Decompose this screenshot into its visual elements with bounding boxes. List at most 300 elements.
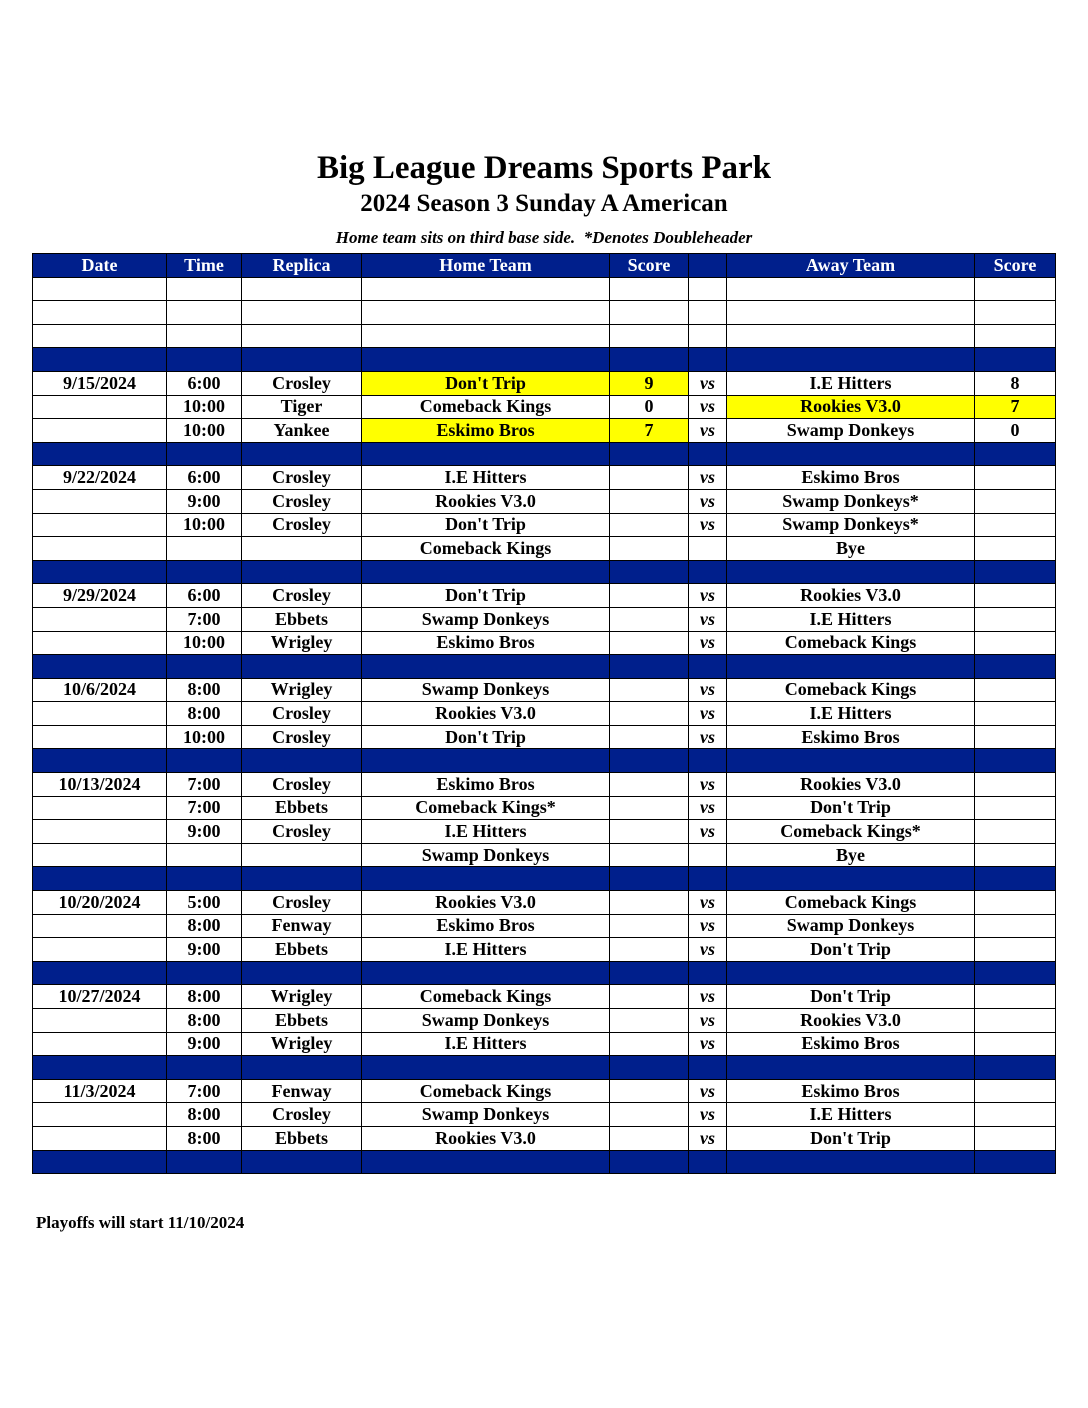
home-team-cell [362, 348, 610, 372]
replica-cell: Crosley [242, 584, 362, 608]
home-team-cell: Don't Trip [362, 513, 610, 537]
home-team-cell: I.E Hitters [362, 1032, 610, 1056]
home-score-cell [610, 584, 689, 608]
home-score-cell [610, 513, 689, 537]
time-cell: 9:00 [167, 489, 242, 513]
date-cell [33, 961, 167, 985]
game-row [33, 820, 1056, 844]
game-row [33, 678, 1056, 702]
away-team-cell: Eskimo Bros [727, 1032, 975, 1056]
vs-cell: vs [689, 489, 727, 513]
date-cell [33, 513, 167, 537]
replica-cell [242, 749, 362, 773]
vs-cell: vs [689, 1126, 727, 1150]
replica-cell: Crosley [242, 773, 362, 797]
col-header-home-team: Home Team [362, 254, 610, 278]
time-cell [167, 348, 242, 372]
schedule-note: Home team sits on third base side. *Denotes Doubleheader [335, 228, 753, 247]
time-cell [167, 1150, 242, 1174]
time-cell [167, 655, 242, 679]
away-team-cell: Rookies V3.0 [727, 773, 975, 797]
col-header-date: Date [33, 254, 167, 278]
home-score-cell [610, 914, 689, 938]
home-team-cell [362, 324, 610, 348]
away-team-cell: Eskimo Bros [727, 1079, 975, 1103]
replica-cell [242, 560, 362, 584]
game-row [33, 914, 1056, 938]
time-cell: 7:00 [167, 1079, 242, 1103]
replica-cell: Crosley [242, 820, 362, 844]
away-team-cell: I.E Hitters [727, 1103, 975, 1127]
separator-row [33, 560, 1056, 584]
home-score-cell [610, 773, 689, 797]
time-cell [167, 749, 242, 773]
home-score-cell [610, 796, 689, 820]
date-cell [33, 395, 167, 419]
home-score-cell [610, 655, 689, 679]
separator-row [33, 867, 1056, 891]
date-cell [33, 1056, 167, 1080]
home-score-cell [610, 607, 689, 631]
vs-cell: vs [689, 584, 727, 608]
time-cell: 8:00 [167, 702, 242, 726]
replica-cell [242, 324, 362, 348]
date-cell [33, 1009, 167, 1033]
replica-cell [242, 1056, 362, 1080]
away-score-cell [975, 1150, 1056, 1174]
game-row [33, 938, 1056, 962]
vs-cell: vs [689, 725, 727, 749]
vs-cell: vs [689, 1103, 727, 1127]
time-cell: 8:00 [167, 678, 242, 702]
vs-cell [689, 749, 727, 773]
vs-cell: vs [689, 466, 727, 490]
game-row [33, 985, 1056, 1009]
schedule-body [33, 277, 1056, 1174]
replica-cell: Fenway [242, 1079, 362, 1103]
home-score-cell [610, 348, 689, 372]
away-team-cell: Swamp Donkeys [727, 914, 975, 938]
away-team-cell: Don't Trip [727, 796, 975, 820]
vs-cell: vs [689, 985, 727, 1009]
away-score-cell [975, 584, 1056, 608]
home-team-cell: Swamp Donkeys [362, 1009, 610, 1033]
away-score-cell [975, 773, 1056, 797]
playoffs-note: Playoffs will start 11/10/2024 [36, 1213, 245, 1232]
blank-row [33, 301, 1056, 325]
game-row [33, 631, 1056, 655]
home-team-cell: I.E Hitters [362, 938, 610, 962]
away-team-cell [727, 277, 975, 301]
vs-cell [689, 348, 727, 372]
time-cell [167, 843, 242, 867]
away-team-cell [727, 348, 975, 372]
away-team-cell: Rookies V3.0 [727, 395, 975, 419]
home-team-cell: Comeback Kings [362, 1079, 610, 1103]
col-header-time: Time [167, 254, 242, 278]
away-score-cell [975, 820, 1056, 844]
home-score-cell [610, 301, 689, 325]
date-cell [33, 867, 167, 891]
vs-cell: vs [689, 702, 727, 726]
home-team-cell: Eskimo Bros [362, 773, 610, 797]
away-team-cell: Comeback Kings [727, 678, 975, 702]
date-cell [33, 1103, 167, 1127]
game-row [33, 395, 1056, 419]
game-row [33, 702, 1056, 726]
date-cell [33, 749, 167, 773]
game-row [33, 371, 1056, 395]
away-score-cell [975, 796, 1056, 820]
blank-row [33, 324, 1056, 348]
replica-cell: Yankee [242, 419, 362, 443]
vs-cell [689, 560, 727, 584]
vs-cell [689, 655, 727, 679]
vs-cell: vs [689, 631, 727, 655]
game-row [33, 513, 1056, 537]
away-score-cell [975, 867, 1056, 891]
home-team-cell: Swamp Donkeys [362, 843, 610, 867]
date-cell: 11/3/2024 [33, 1079, 167, 1103]
game-row [33, 537, 1056, 561]
separator-row [33, 1150, 1056, 1174]
date-cell [33, 1150, 167, 1174]
home-team-cell: Rookies V3.0 [362, 1126, 610, 1150]
home-team-cell [362, 442, 610, 466]
vs-cell: vs [689, 1079, 727, 1103]
separator-row [33, 442, 1056, 466]
away-score-cell [975, 1079, 1056, 1103]
game-row [33, 1126, 1056, 1150]
vs-cell: vs [689, 914, 727, 938]
vs-cell [689, 961, 727, 985]
home-score-cell [610, 961, 689, 985]
home-team-cell: Swamp Donkeys [362, 678, 610, 702]
replica-cell [242, 655, 362, 679]
away-score-cell [975, 277, 1056, 301]
home-team-cell: Comeback Kings* [362, 796, 610, 820]
away-score-cell [975, 678, 1056, 702]
date-cell [33, 442, 167, 466]
time-cell: 10:00 [167, 513, 242, 537]
vs-cell: vs [689, 820, 727, 844]
home-team-cell: Eskimo Bros [362, 419, 610, 443]
date-cell [33, 301, 167, 325]
home-score-cell [610, 1056, 689, 1080]
away-team-cell: Rookies V3.0 [727, 584, 975, 608]
replica-cell [242, 348, 362, 372]
away-score-cell [975, 513, 1056, 537]
away-team-cell: Eskimo Bros [727, 725, 975, 749]
replica-cell [242, 301, 362, 325]
schedule-table [32, 253, 1056, 1174]
replica-cell: Crosley [242, 466, 362, 490]
home-team-cell [362, 1150, 610, 1174]
game-row [33, 1009, 1056, 1033]
date-cell [33, 796, 167, 820]
replica-cell: Fenway [242, 914, 362, 938]
home-score-cell [610, 1032, 689, 1056]
home-score-cell [610, 867, 689, 891]
replica-cell [242, 843, 362, 867]
away-team-cell: Swamp Donkeys* [727, 513, 975, 537]
away-score-cell [975, 466, 1056, 490]
away-team-cell: Comeback Kings* [727, 820, 975, 844]
home-score-cell [610, 749, 689, 773]
vs-cell [689, 843, 727, 867]
away-team-cell: Eskimo Bros [727, 466, 975, 490]
time-cell: 8:00 [167, 1103, 242, 1127]
vs-cell: vs [689, 419, 727, 443]
replica-cell: Crosley [242, 489, 362, 513]
date-cell [33, 938, 167, 962]
away-score-cell [975, 843, 1056, 867]
replica-cell: Crosley [242, 725, 362, 749]
home-score-cell [610, 442, 689, 466]
header-row [33, 254, 1056, 278]
col-header-away-score: Score [975, 254, 1056, 278]
time-cell: 9:00 [167, 938, 242, 962]
game-row [33, 796, 1056, 820]
away-team-cell: Don't Trip [727, 1126, 975, 1150]
home-score-cell [610, 489, 689, 513]
replica-cell: Crosley [242, 891, 362, 915]
replica-cell: Wrigley [242, 678, 362, 702]
away-team-cell [727, 301, 975, 325]
game-row [33, 843, 1056, 867]
date-cell [33, 631, 167, 655]
replica-cell: Crosley [242, 371, 362, 395]
away-score-cell [975, 749, 1056, 773]
vs-cell [689, 277, 727, 301]
separator-row [33, 348, 1056, 372]
time-cell: 5:00 [167, 891, 242, 915]
time-cell: 6:00 [167, 466, 242, 490]
date-cell [33, 1032, 167, 1056]
home-score-cell [610, 1150, 689, 1174]
home-score-cell: 0 [610, 395, 689, 419]
time-cell: 10:00 [167, 419, 242, 443]
time-cell: 10:00 [167, 725, 242, 749]
home-score-cell [610, 891, 689, 915]
date-cell: 10/20/2024 [33, 891, 167, 915]
date-cell: 9/15/2024 [33, 371, 167, 395]
replica-cell [242, 961, 362, 985]
home-team-cell [362, 560, 610, 584]
away-team-cell: Don't Trip [727, 938, 975, 962]
home-score-cell [610, 1009, 689, 1033]
date-cell: 10/27/2024 [33, 985, 167, 1009]
away-score-cell [975, 1056, 1056, 1080]
date-cell [33, 324, 167, 348]
replica-cell: Crosley [242, 1103, 362, 1127]
away-team-cell [727, 1150, 975, 1174]
home-team-cell: I.E Hitters [362, 466, 610, 490]
home-team-cell: I.E Hitters [362, 820, 610, 844]
page-title: Big League Dreams Sports Park [316, 150, 772, 186]
game-row [33, 773, 1056, 797]
game-row [33, 1032, 1056, 1056]
date-cell [33, 607, 167, 631]
game-row [33, 725, 1056, 749]
replica-cell: Wrigley [242, 631, 362, 655]
time-cell [167, 324, 242, 348]
home-score-cell [610, 1103, 689, 1127]
time-cell: 7:00 [167, 796, 242, 820]
col-header-replica: Replica [242, 254, 362, 278]
date-cell [33, 655, 167, 679]
vs-cell [689, 442, 727, 466]
away-score-cell: 8 [975, 371, 1056, 395]
col-header-vs [689, 254, 727, 278]
away-score-cell [975, 938, 1056, 962]
time-cell: 10:00 [167, 631, 242, 655]
time-cell: 8:00 [167, 1126, 242, 1150]
date-cell [33, 914, 167, 938]
home-team-cell: Don't Trip [362, 584, 610, 608]
away-team-cell [727, 867, 975, 891]
col-header-away-team: Away Team [727, 254, 975, 278]
date-cell: 10/6/2024 [33, 678, 167, 702]
away-score-cell [975, 914, 1056, 938]
home-score-cell [610, 820, 689, 844]
date-cell [33, 277, 167, 301]
date-cell: 9/29/2024 [33, 584, 167, 608]
replica-cell [242, 277, 362, 301]
away-team-cell [727, 1056, 975, 1080]
away-team-cell: Swamp Donkeys [727, 419, 975, 443]
away-score-cell [975, 442, 1056, 466]
away-score-cell [975, 560, 1056, 584]
col-header-home-score: Score [610, 254, 689, 278]
home-score-cell: 7 [610, 419, 689, 443]
time-cell [167, 867, 242, 891]
replica-cell [242, 442, 362, 466]
home-team-cell: Swamp Donkeys [362, 607, 610, 631]
time-cell [167, 277, 242, 301]
away-team-cell [727, 655, 975, 679]
home-team-cell: Rookies V3.0 [362, 891, 610, 915]
home-score-cell [610, 702, 689, 726]
home-team-cell [362, 655, 610, 679]
date-cell [33, 1126, 167, 1150]
away-team-cell [727, 961, 975, 985]
away-score-cell: 0 [975, 419, 1056, 443]
away-team-cell: Swamp Donkeys* [727, 489, 975, 513]
home-score-cell [610, 324, 689, 348]
date-cell [33, 820, 167, 844]
time-cell: 6:00 [167, 584, 242, 608]
time-cell [167, 961, 242, 985]
away-score-cell [975, 985, 1056, 1009]
away-score-cell [975, 891, 1056, 915]
home-team-cell: Rookies V3.0 [362, 702, 610, 726]
away-score-cell [975, 324, 1056, 348]
away-score-cell [975, 301, 1056, 325]
separator-row [33, 1056, 1056, 1080]
separator-row [33, 961, 1056, 985]
time-cell [167, 442, 242, 466]
away-score-cell [975, 702, 1056, 726]
page-subtitle: 2024 Season 3 Sunday A American [360, 190, 728, 217]
time-cell: 7:00 [167, 773, 242, 797]
away-score-cell [975, 725, 1056, 749]
blank-row [33, 277, 1056, 301]
away-team-cell: Don't Trip [727, 985, 975, 1009]
away-team-cell: Bye [727, 537, 975, 561]
replica-cell [242, 537, 362, 561]
away-team-cell: Bye [727, 843, 975, 867]
vs-cell: vs [689, 1032, 727, 1056]
vs-cell [689, 537, 727, 561]
replica-cell: Ebbets [242, 1126, 362, 1150]
vs-cell: vs [689, 371, 727, 395]
game-row [33, 1103, 1056, 1127]
away-team-cell: Rookies V3.0 [727, 1009, 975, 1033]
vs-cell: vs [689, 395, 727, 419]
vs-cell: vs [689, 1009, 727, 1033]
away-score-cell [975, 1126, 1056, 1150]
time-cell: 9:00 [167, 820, 242, 844]
away-team-cell [727, 324, 975, 348]
away-score-cell: 7 [975, 395, 1056, 419]
time-cell: 7:00 [167, 607, 242, 631]
home-team-cell: Comeback Kings [362, 537, 610, 561]
replica-cell: Ebbets [242, 938, 362, 962]
home-team-cell: Comeback Kings [362, 985, 610, 1009]
home-team-cell: Don't Trip [362, 725, 610, 749]
home-team-cell: Eskimo Bros [362, 914, 610, 938]
home-score-cell: 9 [610, 371, 689, 395]
away-score-cell [975, 961, 1056, 985]
replica-cell: Ebbets [242, 1009, 362, 1033]
vs-cell [689, 324, 727, 348]
game-row [33, 1079, 1056, 1103]
home-score-cell [610, 1126, 689, 1150]
vs-cell [689, 1150, 727, 1174]
vs-cell [689, 1056, 727, 1080]
home-score-cell [610, 631, 689, 655]
home-score-cell [610, 466, 689, 490]
home-team-cell: Swamp Donkeys [362, 1103, 610, 1127]
away-team-cell: I.E Hitters [727, 607, 975, 631]
replica-cell: Ebbets [242, 607, 362, 631]
time-cell: 10:00 [167, 395, 242, 419]
away-score-cell [975, 489, 1056, 513]
date-cell [33, 702, 167, 726]
home-score-cell [610, 843, 689, 867]
home-score-cell [610, 985, 689, 1009]
home-score-cell [610, 560, 689, 584]
away-team-cell [727, 560, 975, 584]
home-score-cell [610, 938, 689, 962]
home-team-cell [362, 1056, 610, 1080]
home-score-cell [610, 1079, 689, 1103]
home-team-cell [362, 749, 610, 773]
date-cell [33, 348, 167, 372]
date-cell [33, 489, 167, 513]
vs-cell: vs [689, 678, 727, 702]
date-cell [33, 537, 167, 561]
game-row [33, 419, 1056, 443]
time-cell [167, 537, 242, 561]
game-row [33, 607, 1056, 631]
vs-cell: vs [689, 891, 727, 915]
home-team-cell: Rookies V3.0 [362, 489, 610, 513]
away-team-cell: Comeback Kings [727, 891, 975, 915]
home-team-cell [362, 961, 610, 985]
vs-cell [689, 301, 727, 325]
